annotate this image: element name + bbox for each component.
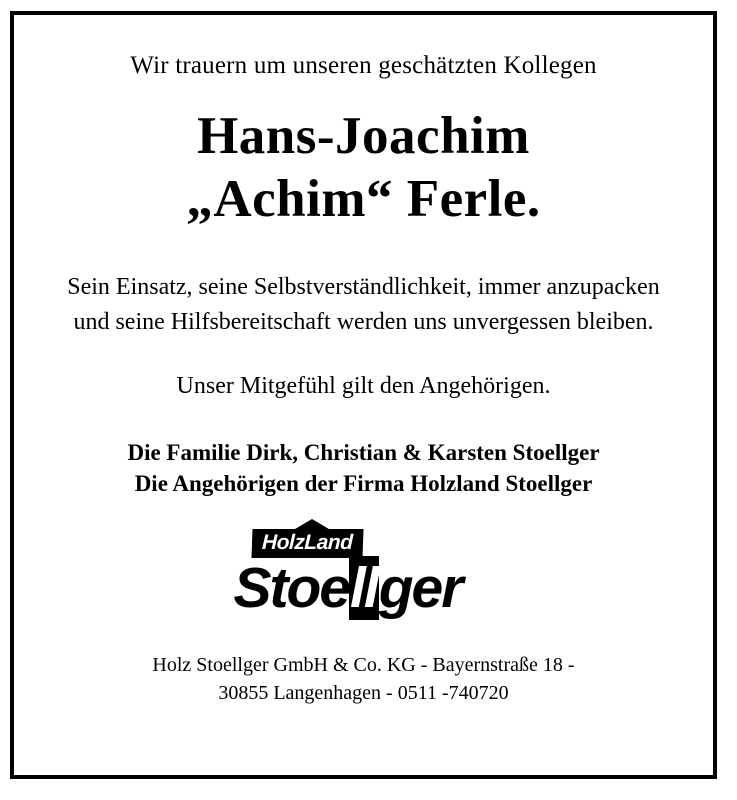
deceased-name-line2: „Achim“ Ferle. [186,169,541,228]
signer-line-family: Die Familie Dirk, Christian & Karsten Stoellger [127,440,600,466]
company-address [152,651,574,707]
sympathy-text: Unser Mitgefühl gilt den Angehörigen. [176,372,551,399]
obituary-notice [10,11,717,779]
holzland-badge: HolzLand [251,529,363,558]
wordmark-part1: Stoe [233,556,350,621]
deceased-name-line1: Hans-Joachim [197,107,530,165]
address-line-1: Holz Stoellger GmbH & Co. KG - Bayernstraße 18 - [152,654,575,677]
deceased-name [186,105,540,230]
intro-text: Wir trauern um unseren geschätzten Kollegen [130,52,597,79]
tribute-text: Sein Einsatz, seine Selbstverständlichkeit, immer anzupacken und seine Hilfsbereitschaft werden uns unvergessen bleiben. [67,274,660,335]
stoellger-wordmark [234,555,462,621]
wordmark-part2: ger [378,556,462,621]
signer-line-company: Die Angehörigen der Firma Holzland Stoellger [134,471,593,497]
signers [127,437,599,499]
company-logo [234,529,494,625]
wordmark-ll: ll [350,556,378,621]
address-line-2: 30855 Langenhagen - 0511 -740720 [218,682,509,705]
